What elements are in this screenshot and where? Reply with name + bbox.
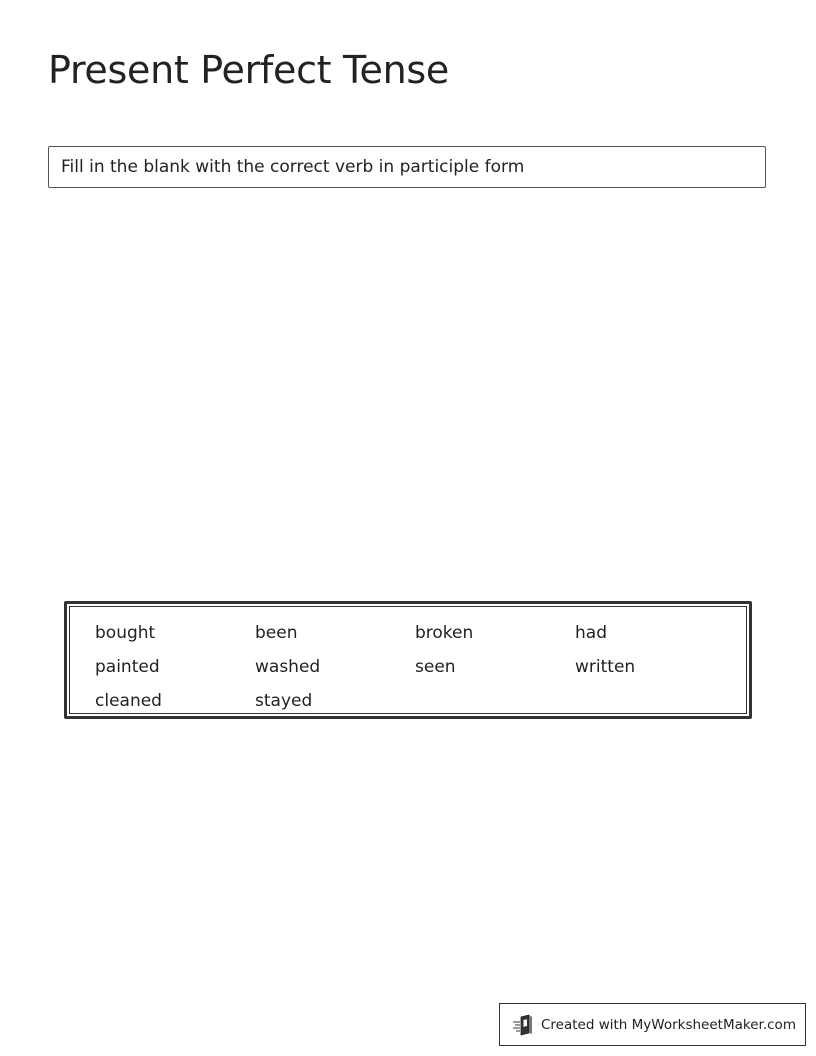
word-bank-item: cleaned [95,691,162,711]
word-grid [95,616,746,718]
footer-credit [499,1003,806,1046]
word-bank-item: painted [95,657,160,677]
word-bank-item: seen [415,657,456,677]
word-bank-item: broken [415,623,474,643]
page-title: Present Perfect Tense [48,48,449,92]
word-bank-item: had [575,623,607,643]
word-bank-item: stayed [255,691,313,711]
word-bank [64,601,752,719]
worksheet-maker-logo-icon [512,1014,534,1036]
word-bank-item: been [255,623,298,643]
instructions-text: Fill in the blank with the correct verb in participle form [61,157,525,177]
word-bank-item: washed [255,657,321,677]
word-bank-item: written [575,657,636,677]
word-bank-inner-border [69,606,747,714]
instructions-box [48,146,766,188]
word-bank-item: bought [95,623,156,643]
footer-text: Created with MyWorksheetMaker.com [541,1016,796,1033]
